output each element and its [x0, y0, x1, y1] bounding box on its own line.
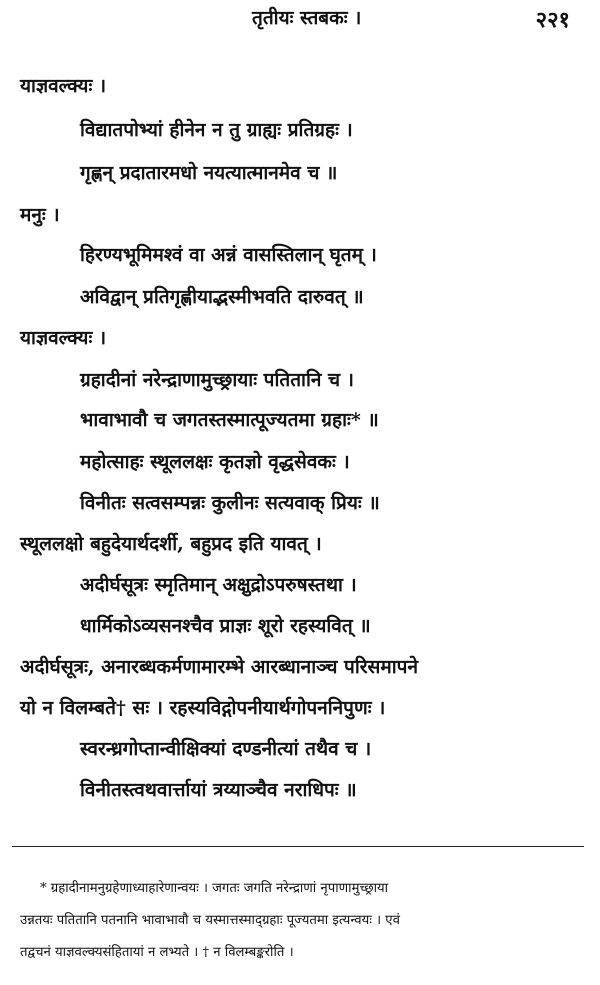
verse-line: विनीतः सत्वसम्पन्नः कुलीनः सत्यवाक् प्रियः ॥ — [80, 492, 380, 514]
verse-line: गृह्णन् प्रदातारमधो नयत्यात्मानमेव च ॥ — [80, 162, 338, 184]
commentary-line: यो न विलम्बते† सः । रहस्यविद्गोपनीयार्थगोपननिपुणः । — [20, 697, 386, 719]
footnote-line: उन्नतयः पतितानि पतनानि भावाभावौ च यस्मात्तस्माद्ग्रहाः पूज्यतमा इत्यन्वयः । एवं — [20, 913, 400, 928]
footnote-line: * ग्रहादीनामनुग्रहेणाध्याहारेणान्वयः । जगतः जगति नरेन्द्राणां नृपाणामुच्छ्राया — [40, 881, 389, 896]
verse-line: ग्रहादीनां नरेन्द्राणामुच्छ्रायाः पतितानि च । — [80, 369, 354, 391]
speaker-yajnavalkya-2: याज्ञवल्क्यः । — [20, 327, 107, 349]
footnote-line: तद्वचनं याज्ञवल्क्यसंहितायां न लभ्यते । † न विलम्बङ्करोति । — [20, 945, 294, 960]
footnote-divider — [12, 846, 584, 847]
commentary-line: स्थूललक्षो बहुदेयार्थदर्शी, बहुप्रद इति यावत् । — [20, 533, 322, 555]
speaker-manu: मनुः । — [20, 204, 60, 226]
speaker-yajnavalkya-1: याज्ञवल्क्यः । — [20, 75, 107, 97]
verse-line: हिरण्यभूमिमश्वं वा अन्नं वासस्तिलान् घृतम् । — [80, 244, 377, 266]
running-header-title: तृतीयः स्तबकः । — [252, 7, 362, 29]
commentary-line: अदीर्घसूत्रः, अनारब्धकर्मणामारम्भे आरब्धानाञ्च परिसमापने — [20, 656, 419, 678]
verse-line: विनीतस्त्वथवार्त्तायां त्रय्याञ्चैव नराधिपः ॥ — [80, 779, 357, 801]
verse-line: भावाभावौ च जगतस्तस्मात्पूज्यतमा ग्रहाः* ॥ — [80, 409, 379, 431]
verse-line: विद्यातपोभ्यां हीनेन न तु ग्राह्यः प्रतिग्रहः । — [80, 119, 353, 141]
verse-line: अविद्वान् प्रतिगृह्णीयाद्भस्मीभवति दारुवत् ॥ — [80, 286, 364, 308]
verse-line: धार्मिकोऽव्यसनश्चैव प्राज्ञः शूरो रहस्यवित् ॥ — [80, 615, 371, 637]
page-number: २२१ — [535, 7, 570, 33]
verse-line: स्वरन्ध्रगोप्तान्वीक्षिक्यां दण्डनीत्यां तथैव च । — [80, 738, 372, 760]
verse-line: महोत्साहः स्थूललक्षः कृतज्ञो वृद्धसेवकः । — [80, 451, 350, 473]
verse-line: अदीर्घसूत्रः स्मृतिमान् अक्षुद्रोऽपरुषस्तथा । — [80, 574, 357, 596]
